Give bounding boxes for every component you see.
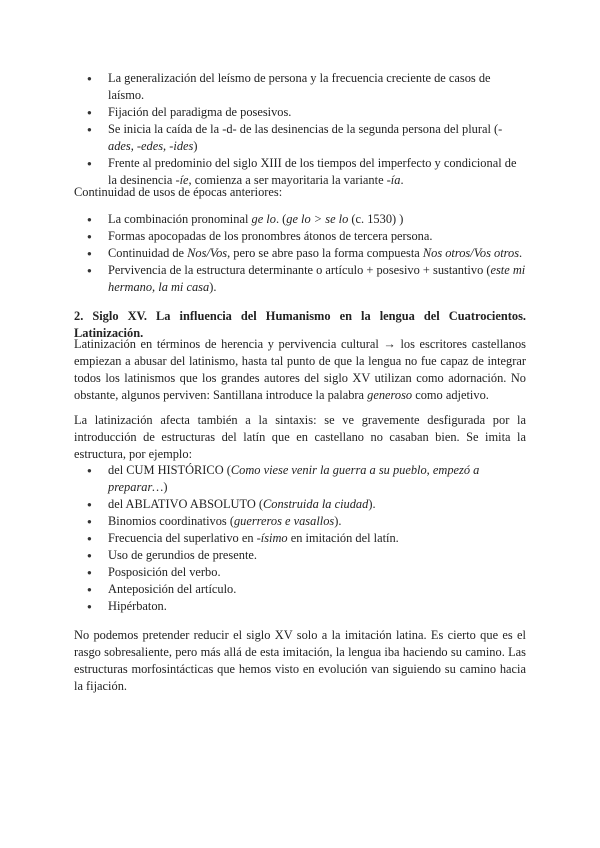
latin-structures-list [74,462,526,615]
italic-term: Nos/Vos [187,246,228,260]
morphology-list [74,70,526,189]
italic-term: generoso [367,388,413,402]
list-item: ● Uso de gerundios de presente. [74,547,526,564]
italic-term: -íe [175,173,189,187]
italic-term: ge lo [251,212,276,226]
list-item: ● del CUM HISTÓRICO (Como viese venir la guerra a su pueblo, empezó a preparar…) [74,462,526,496]
italic-term: Como viese venir la guerra a su pueblo, empezó a preparar… [108,463,480,494]
list-item: ● Fijación del paradigma de posesivos. [74,104,526,121]
italic-term: -ades, -edes, -ides [108,122,503,153]
list-item: ● Se inicia la caída de la -d- de las desinencias de la segunda persona del plural (-ades, -edes, -ides) [74,121,526,155]
conclusion-paragraph: No podemos pretender reducir el siglo XV solo a la imitación latina. Es cierto que es el rasgo sobresaliente, pero más allá de esta imitación, la lengua iba haciendo su camino. Las estructuras morfosintácticas que hemos visto en evolución van siguiendo su camino hacia la fijación. [74,628,526,693]
list-item: ● Anteposición del artículo. [74,581,526,598]
list-item: ● del ABLATIVO ABSOLUTO (Construida la ciudad). [74,496,526,513]
list-item: ● Formas apocopadas de los pronombres átonos de tercera persona. [74,228,526,245]
continuity-heading: Continuidad de usos de épocas anteriores: [74,185,283,199]
italic-term: Construida la ciudad [263,497,369,511]
italic-term: -ísimo [256,531,288,545]
list-item: ● La combinación pronominal ge lo. (ge lo > se lo (c. 1530) ) [74,211,526,228]
list-item: ● Binomios coordinativos (guerreros e vasallos). [74,513,526,530]
italic-term: guerreros e vasallos [233,514,335,528]
continuity-list [74,211,526,296]
list-item: ● Posposición del verbo. [74,564,526,581]
section-heading: 2. Siglo XV. La influencia del Humanismo en la lengua del Cuatrocientos. Latinización. [74,309,526,340]
italic-term: Nos otros/Vos otros [422,246,520,260]
latinization-paragraph: Latinización en términos de herencia y pervivencia cultural → los escritores castellanos empiezan a abusar del latinismo, hasta tal punto de que la lengua no fue capaz de integrar todos los latinismos que los grandes autores del siglo XV utilizan como adornación. No obstante, algunos perviven: Santillana introduce la palabra generoso como adjetivo. [74,337,526,402]
list-item: ● Frente al predominio del siglo XIII de los tiempos del imperfecto y condicional de la desinencia -íe, comienza a ser mayoritaria la variante -ía. [74,155,526,189]
syntax-paragraph: La latinización afecta también a la sintaxis: se ve gravemente desfigurada por la introducción de estructuras del latín que en castellano no casaban bien. Se imita la estructura, por ejemplo: [74,413,526,461]
italic-term: este mi hermano, la mi casa [108,263,526,294]
italic-term: -ía [386,173,401,187]
list-item: ● Hipérbaton. [74,598,526,615]
list-item: ● Pervivencia de la estructura determinante o artículo + posesivo + sustantivo (este mi hermano, la mi casa). [74,262,526,296]
italic-term: ge lo > se lo [286,212,349,226]
list-item: ● La generalización del leísmo de persona y la frecuencia creciente de casos de laísmo. [74,70,526,104]
list-item: ● Continuidad de Nos/Vos, pero se abre paso la forma compuesta Nos otros/Vos otros. [74,245,526,262]
list-item: ● Frecuencia del superlativo en -ísimo en imitación del latín. [74,530,526,547]
